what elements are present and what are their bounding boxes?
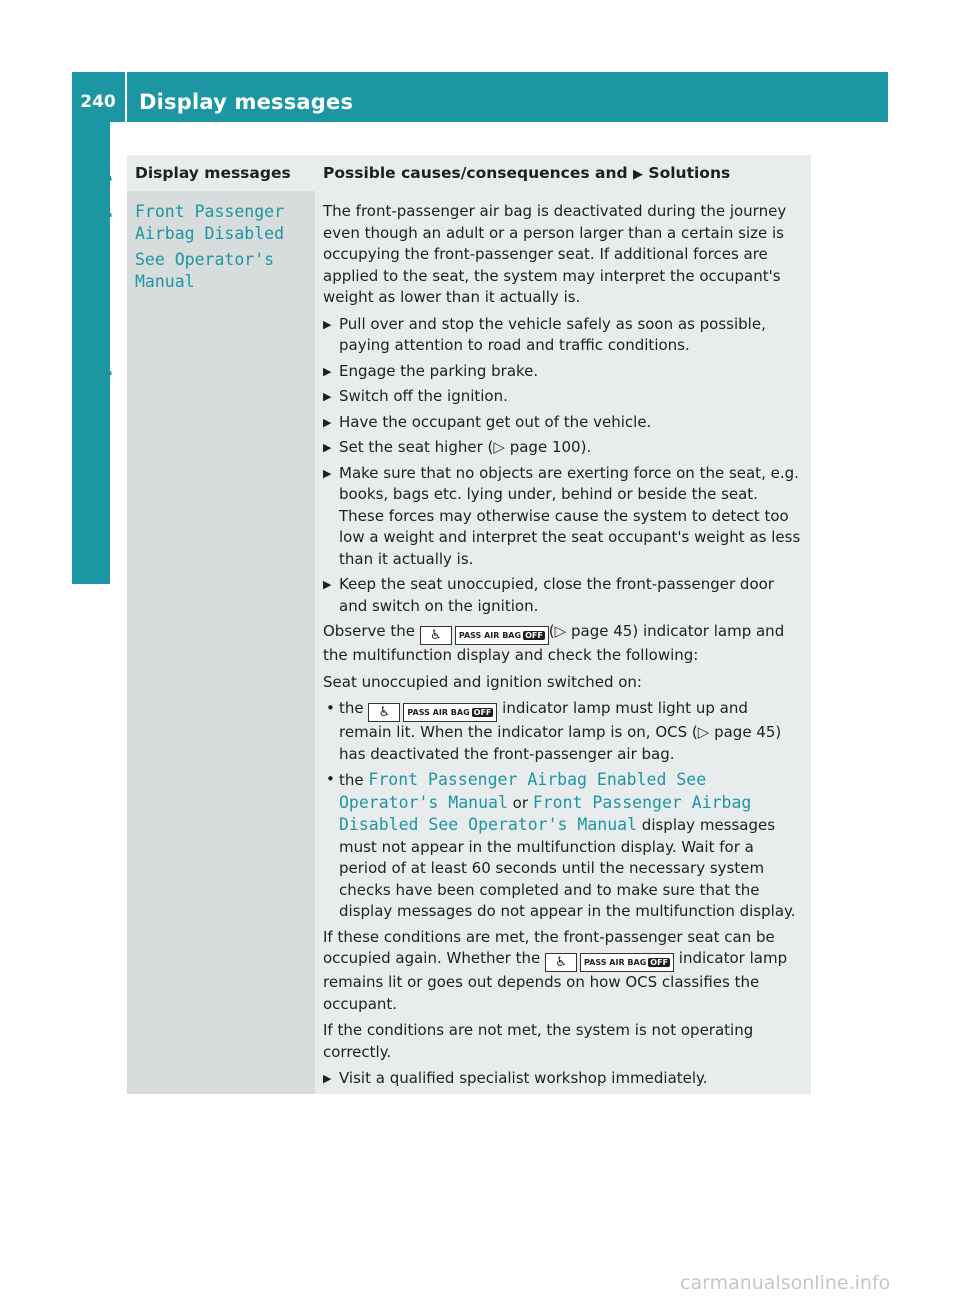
- final-step: ▶ Visit a qualified specialist workshop immediately.: [323, 1068, 803, 1090]
- seat-condition-line: Seat unoccupied and ignition switched on:: [323, 672, 642, 691]
- bullet-1-text: indicator lamp must light up and remain lit. When the indicator lamp is on, OCS (: [339, 699, 748, 741]
- airbag-icon-label: PASS AIR BAG: [584, 958, 647, 967]
- bullet-2: [323, 769, 803, 923]
- observe-text: Observe the: [323, 622, 416, 640]
- bullet-1-start: the: [339, 699, 364, 717]
- observe-text-end: indicator lamp and the multifunction display and check the following:: [323, 622, 785, 664]
- page-ref-arrow-icon: ▷: [493, 438, 505, 456]
- side-tab-label: On-board computer and displays: [88, 156, 112, 544]
- page-ref-arrow-icon: ▷: [697, 723, 710, 741]
- page-ref-link[interactable]: page 45: [570, 622, 633, 640]
- table-header-row: [127, 155, 811, 191]
- indicator-icons: [368, 703, 497, 722]
- solution-cell: [315, 191, 811, 1094]
- conditions-met-paragraph: [323, 927, 803, 1016]
- col-header-solutions-label: Solutions: [648, 164, 731, 182]
- page-number: 240: [80, 92, 116, 112]
- step-1: ▶ Pull over and stop the vehicle safely as soon as possible, paying attention to road and traffic conditions.: [323, 314, 803, 357]
- step-2: ▶ Engage the parking brake.: [323, 361, 803, 383]
- bullet-1-end: ) has deactivated the front-passenger air bag.: [339, 723, 782, 763]
- page-ref-arrow-icon: ▷: [554, 622, 567, 640]
- indicator-icons: [545, 953, 674, 972]
- header-divider: [125, 72, 127, 122]
- bullet-2-or: or: [512, 793, 529, 812]
- pass-airbag-off-icon: [403, 703, 497, 722]
- col-header-messages: Display messages: [127, 155, 315, 191]
- airbag-icon-label: PASS AIR BAG: [407, 708, 470, 717]
- col-header-solutions: [315, 155, 811, 191]
- message-text-1: Front Passenger Airbag Disabled: [135, 202, 285, 243]
- display-message-enabled: Front Passenger Airbag Enabled See Operator's Manual: [339, 770, 707, 812]
- step-7: ▶ Keep the seat unoccupied, close the front-passenger door and switch on the ignition.: [323, 574, 803, 617]
- pass-airbag-off-icon: [580, 953, 674, 972]
- seat-occupant-icon: ♿: [368, 703, 400, 722]
- message-text-2: See Operator's Manual: [135, 250, 275, 291]
- indicator-icons: [420, 626, 549, 645]
- airbag-icon-off: OFF: [525, 631, 543, 640]
- solution-arrow-icon: ▶: [633, 167, 644, 182]
- seat-occupant-icon: ♿: [420, 626, 452, 645]
- messages-table: [127, 155, 811, 1094]
- step-5-text: Set the seat higher (: [339, 438, 494, 456]
- airbag-icon-off: OFF: [650, 958, 669, 967]
- pass-airbag-off-icon: [455, 626, 549, 645]
- conditions-met-end: indicator lamp remains lit or goes out depends on how OCS classifies the occupant.: [323, 949, 788, 1013]
- conditions-met-text: If these conditions are met, the front-passenger seat can be occupied again. Whether the: [323, 927, 775, 967]
- airbag-icon-off: OFF: [473, 708, 492, 717]
- bullet-2-end: display messages must not appear in the multifunction display. Wait for a period of at least 60 seconds until the necessary system checks have been completed and to make sure that the display messages do not appear in the multifunction display.: [339, 816, 796, 920]
- seat-occupant-icon: ♿: [545, 953, 577, 972]
- conditions-not-met: If the conditions are not met, the system is not operating correctly.: [323, 1021, 754, 1061]
- step-3: ▶ Switch off the ignition.: [323, 386, 803, 408]
- bullet-1: [323, 698, 803, 765]
- display-message-disabled: Front Passenger Airbag Disabled See Operator's Manual: [339, 792, 752, 834]
- airbag-icon-label: PASS AIR BAG: [458, 631, 522, 640]
- col-header-causes-label: Possible causes/consequences and: [323, 164, 628, 182]
- header-bar: [72, 72, 888, 122]
- page-title: Display messages: [139, 90, 354, 114]
- page-ref-link[interactable]: page 100: [509, 438, 581, 456]
- bullet-2-start: the: [339, 771, 364, 789]
- page-ref-link[interactable]: page 45: [714, 723, 776, 741]
- message-cell: [127, 191, 315, 1094]
- step-5-end: ).: [580, 438, 592, 456]
- observe-paragraph: Observe the ♿ PASS AIR BAG OFF (▷ page 45) indicator lamp and the multifunction display and check the following:: [323, 622, 785, 664]
- step-5: [323, 437, 803, 459]
- step-4: ▶ Have the occupant get out of the vehicle.: [323, 412, 803, 434]
- intro-paragraph: The front-passenger air bag is deactivated during the journey even though an adult or a person larger than a certain size is occupying the front-passenger seat. If additional forces are applied to the seat, the system may interpret the occupant's weight as lower than it actually is.: [323, 202, 787, 306]
- step-6: ▶ Make sure that no objects are exerting force on the seat, e.g. books, bags etc. lying under, behind or beside the seat. These forces may otherwise cause the system to detect too low a weight and interpret the seat occupant's weight as less than it actually is.: [323, 463, 803, 571]
- watermark: carmanualsonline.info: [680, 1272, 891, 1294]
- table-row: [127, 191, 811, 1094]
